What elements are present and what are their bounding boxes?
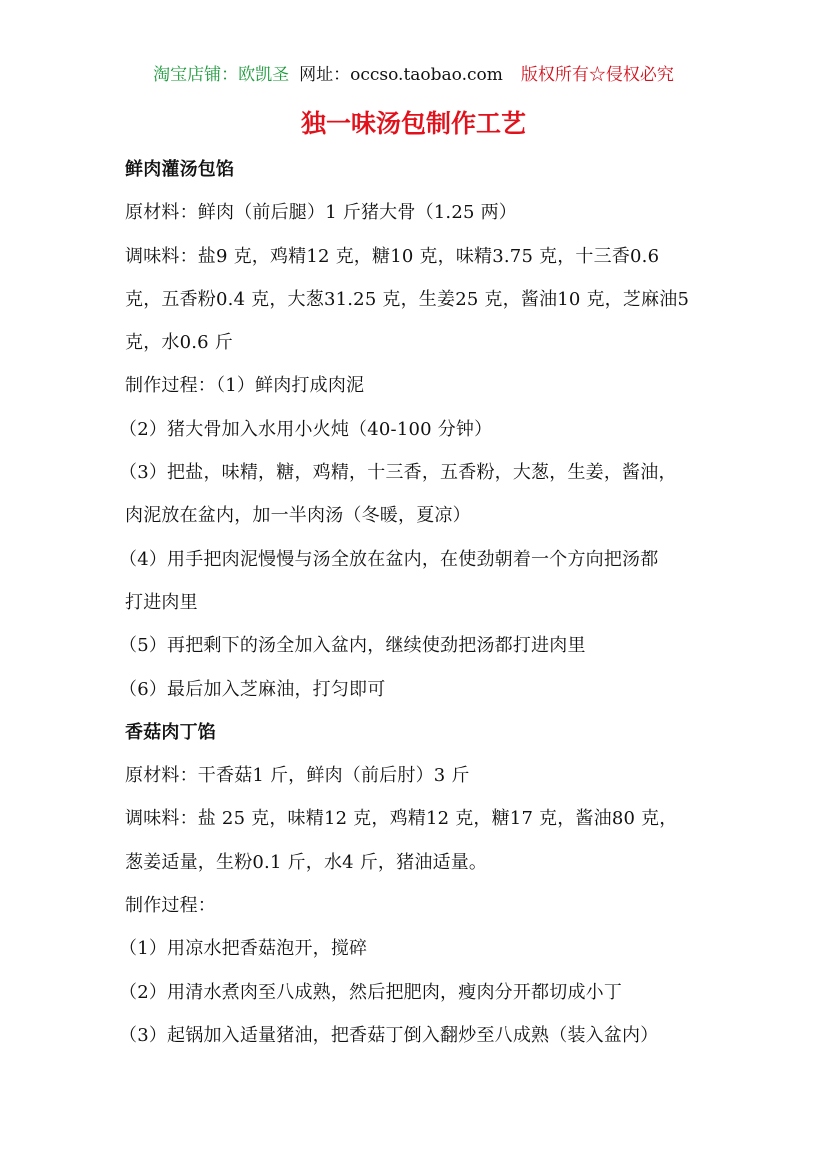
text-line: （6）最后加入芝麻油，打匀即可 xyxy=(119,678,386,700)
text-line: 肉泥放在盆内，加一半肉汤（冬暖，夏凉） xyxy=(125,505,471,527)
text-line: （3）把盐，味精，糖，鸡精，十三香，五香粉，大葱，生姜，酱油， xyxy=(119,462,677,484)
text-line: （5）再把剩下的汤全加入盆内，继续使劲把汤都打进肉里 xyxy=(119,635,586,657)
text-line: 原材料：鲜肉（前后腿）1 斤猪大骨（1.25 两） xyxy=(125,202,517,224)
text-line: 葱姜适量，生粉0.1 斤，水4 斤，猪油适量。 xyxy=(125,851,488,873)
page-header xyxy=(0,60,827,85)
store-url: 网址：occso.taobao.com xyxy=(299,65,503,85)
text-line: （3）起锅加入适量猪油，把香菇丁倒入翻炒至八成熟（装入盆内） xyxy=(119,1024,659,1046)
document-body xyxy=(119,148,725,1057)
text-line: 制作过程：（1）鲜肉打成肉泥 xyxy=(125,375,365,397)
text-line: 打进肉里 xyxy=(125,591,198,613)
text-line: （2）用清水煮肉至八成熟，然后把肥肉，瘦肉分开都切成小丁 xyxy=(119,981,623,1003)
text-line: （2）猪大骨加入水用小火炖（40-100 分钟） xyxy=(119,418,493,440)
text-line: （1）用凉水把香菇泡开，搅碎 xyxy=(119,938,368,960)
text-line: 调味料：盐9 克，鸡精12 克，糖10 克，味精3.75 克，十三香0.6 xyxy=(125,245,660,267)
copyright-notice: 版权所有☆侵权必究 xyxy=(520,65,674,85)
text-line: 克，水0.6 斤 xyxy=(125,332,233,354)
document-title: 独一味汤包制作工艺 xyxy=(300,109,526,138)
section-heading: 鲜肉灌汤包馅 xyxy=(125,159,235,180)
text-line: （4）用手把肉泥慢慢与汤全放在盆内，在使劲朝着一个方向把汤都 xyxy=(119,548,659,570)
section-heading: 香菇肉丁馅 xyxy=(125,721,216,743)
text-line: 原材料：干香菇1 斤，鲜肉（前后肘）3 斤 xyxy=(125,765,470,787)
text-line: 调味料：盐 25 克，味精12 克，鸡精12 克，糖17 克，酱油80 克， xyxy=(125,808,678,830)
text-line: 制作过程： xyxy=(125,895,216,917)
text-line: 克，五香粉0.4 克，大葱31.25 克，生姜25 克，酱油10 克，芝麻油5 xyxy=(125,288,690,310)
store-name: 淘宝店铺：欧凯圣 xyxy=(153,65,290,85)
